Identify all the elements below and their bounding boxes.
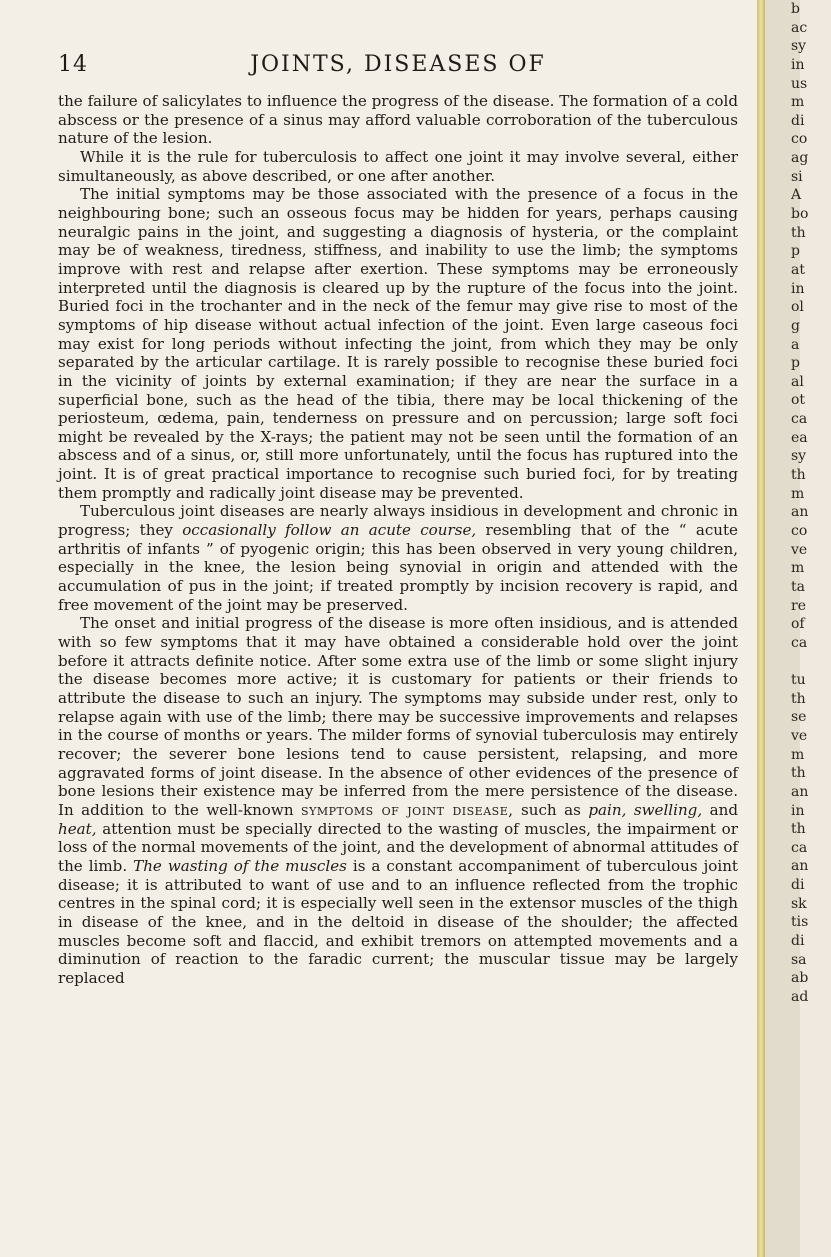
edge-text-fragment: A [791, 187, 802, 204]
edge-text-fragment: sy [791, 38, 807, 55]
text-segment: The initial symptoms may be those associated with the presence of a focus in the neighbouring bone; such an osseous focus may be hidden for years, perhaps causing neuralgic pains in the joint, and suggesting a diagnosis of hysteria, or the complaint may be of weakness, tiredness, stiffness, and inability to use the limb; the symptoms improve with rest and relapse after exertion. These symptoms may be erroneously interpreted until the diagnosis is cleared up by the rupture of the focus into the joint. Buried foci in the trochanter and in the neck of the femur may give rise to most of the symptoms of hip disease without actual infection of the joint. Even large caseous foci may exist for long periods without infecting the joint, from which they may be only separated by the articular cartilage. It is rarely possible to recognise these buried foci in the vicinity of joints by external examination; if they are near the surface in a superficial bone, such as the head of the tibia, there may be local thickening of the periosteum, œdema, pain, tenderness on pressure and on percussion; large soft foci might be revealed by the X-rays; the patient may not be seen until the formation of an abscess and of a sinus, or, still more unfortunately, until the focus has ruptured into the joint. It is of great practical importance to recognise such buried foci, for by treating them promptly and radically joint disease may be prevented. [58, 185, 738, 502]
paragraph [58, 502, 738, 614]
edge-text-fragment: in [791, 280, 805, 297]
paragraph [58, 185, 738, 502]
facing-page-edge [765, 0, 809, 1257]
edge-text-fragment: an [791, 858, 809, 875]
edge-text-fragment: m [791, 485, 805, 502]
edge-text-fragment: th [791, 467, 806, 484]
edge-text-fragment: se [791, 709, 807, 726]
text-segment: is a constant accompaniment of tuberculous joint disease; it is attributed to want of use and to an influence reflected from the trophic centres in the spinal cord; it is especially well seen in the extensor muscles of the thigh in disease of the knee, and in the deltoid in disease of the shoulder; the affected muscles become soft and flaccid, and exhibit tremors on attempted movements and a diminution of reaction to the faradic current; the muscular tissue may be largely replaced [58, 856, 738, 987]
edge-text-fragment: sy [791, 448, 807, 465]
edge-text-fragment: p [791, 355, 800, 372]
edge-text-fragment: tu [791, 672, 806, 689]
text-segment: and [702, 800, 739, 819]
text-segment: symptoms of joint disease, [301, 800, 514, 819]
edge-text-fragment: m [791, 560, 805, 577]
text-segment: While it is the rule for tuberculosis to affect one joint it may involve several, either simultaneously, as above described, or one after another. [58, 147, 738, 185]
edge-text-fragment: ea [791, 429, 808, 446]
edge-text-fragment: di [791, 112, 805, 129]
edge-text-fragment: p [791, 243, 800, 260]
edge-text-fragment: ag [791, 150, 809, 167]
edge-text-fragment: si [791, 168, 803, 185]
edge-text-fragment: di [791, 877, 805, 894]
body-text [58, 92, 738, 988]
edge-text-fragment: sk [791, 895, 807, 912]
book-gutter [757, 0, 765, 1257]
edge-text-fragment: ab [791, 970, 809, 987]
paragraph [58, 148, 738, 185]
edge-text-fragment: an [791, 504, 809, 521]
edge-text-fragment: in [791, 802, 805, 819]
text-segment: occasionally follow an acute course, [182, 521, 477, 540]
edge-text-fragment: an [791, 783, 809, 800]
edge-text-fragment: th [791, 224, 806, 241]
edge-text-fragment: co [791, 131, 808, 148]
edge-text-fragment: at [791, 261, 805, 278]
edge-text-fragment: m [791, 94, 805, 111]
edge-text-fragment: tis [791, 914, 809, 931]
text-segment: such as [513, 800, 589, 819]
edge-text-fragment: sa [791, 951, 807, 968]
running-title: JOINTS, DISEASES OF [250, 52, 546, 77]
text-segment: The wasting of the muscles [133, 856, 347, 875]
text-segment: The onset and initial progress of the disease is more often insidious, and is attended with so few symptoms that it may have obtained a considerable hold over the joint before it attracts definite notice. After some extra use of the limb or some slight injury the disease becomes more active; it is customary for patients or their friends to attribute the disease to such an injury. The symptoms may subside under rest, only to relapse again with use of the limb; there may be successive improvements and relapses in the course of months or years. The milder forms of synovial tuberculosis may entirely recover; the severer bone lesions tend to cause persistent, relapsing, and more aggravated forms of joint disease. In the absence of other evidences of the presence of bone lesions their existence may be inferred from the mere persistence of the disease. In addition to the well-known [58, 614, 738, 819]
edge-text-fragment: g [791, 317, 800, 334]
edge-text-fragment: ve [791, 541, 808, 558]
text-segment: pain, swelling, [588, 800, 703, 819]
edge-text-fragment: di [791, 933, 805, 950]
paragraph [58, 92, 738, 148]
edge-text-fragment: in [791, 56, 805, 73]
edge-text-fragment: ve [791, 727, 808, 744]
edge-text-fragment: th [791, 821, 806, 838]
edge-text-fragment: a [791, 336, 800, 353]
edge-text-fragment: co [791, 522, 808, 539]
edge-text-fragment: us [791, 75, 808, 92]
edge-text-fragment: ta [791, 578, 805, 595]
edge-text-fragment: al [791, 373, 804, 390]
edge-text-fragment: ca [791, 634, 808, 651]
text-segment: the failure of salicylates to influence the progress of the disease. The formation of a cold abscess or the presence of a sinus may afford valuable corroboration of the tuberculous nature of the lesion. [58, 92, 738, 148]
paragraph [58, 614, 738, 987]
edge-text-fragment: of [791, 616, 805, 633]
edge-text-fragment: re [791, 597, 806, 614]
edge-text-fragment: ol [791, 299, 804, 316]
edge-text-fragment: bo [791, 206, 809, 223]
edge-text-fragment: ca [791, 411, 808, 428]
edge-text-fragment: ot [791, 392, 806, 409]
text-segment: attention must be specially directed to the wasting of muscles, the impairment or loss of the normal movements of the joint, and the development of abnormal attitudes of the limb. [58, 819, 738, 875]
edge-text-fragment: m [791, 746, 805, 763]
edge-text-fragment: th [791, 765, 806, 782]
page-number: 14 [58, 52, 88, 77]
edge-text-fragment: b [791, 1, 800, 17]
edge-text-fragment: ad [791, 988, 809, 1005]
edge-text-fragment: th [791, 690, 806, 707]
text-segment: Tuberculous joint diseases are nearly always insidious in development and chronic in progress; they [58, 502, 738, 540]
edge-text-fragment: ca [791, 839, 808, 856]
edge-text-fragment: ac [791, 19, 808, 36]
text-segment: resembling that of the “ acute arthritis of infants ” of pyogenic origin; this has been observed in very young children, especially in the knee, the lesion being synovial in origin and attended with the accumulation of pus in the joint; if treated promptly by incision recovery is rapid, and free movement of the joint may be preserved. [58, 521, 738, 614]
text-segment: heat, [58, 819, 97, 838]
edge-text-fragment [765, 652, 831, 671]
page-header [58, 52, 738, 78]
